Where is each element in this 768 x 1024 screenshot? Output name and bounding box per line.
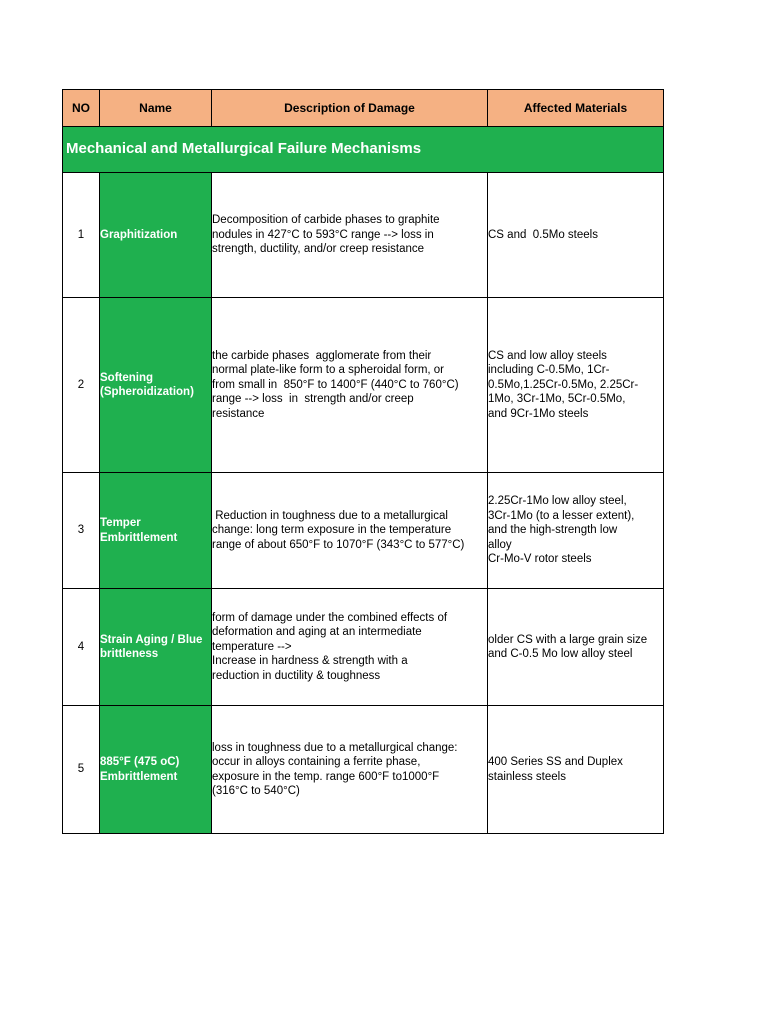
description-line: Reduction in toughness due to a metallurgical bbox=[212, 509, 448, 522]
description-line: strength, ductility, and/or creep resistance bbox=[212, 243, 425, 256]
damage-mechanisms-table bbox=[62, 89, 664, 834]
row-number: 4 bbox=[63, 589, 100, 706]
damage-description bbox=[212, 589, 488, 706]
header-no: NO bbox=[63, 90, 100, 127]
materials-line: and C-0.5 Mo low alloy steel bbox=[488, 648, 633, 660]
row-number: 2 bbox=[63, 298, 100, 473]
mechanism-name-line: Embrittlement bbox=[100, 531, 178, 544]
description-line: the carbide phases agglomerate from their bbox=[212, 349, 432, 362]
damage-description bbox=[212, 706, 488, 834]
mechanism-name-line: (Spheroidization) bbox=[100, 386, 194, 398]
description-line: Increase in hardness & strength with a bbox=[212, 655, 408, 668]
description-line: deformation and aging at an intermediate bbox=[212, 626, 422, 639]
mechanism-name bbox=[100, 589, 212, 706]
materials-line: 400 Series SS and Duplex bbox=[488, 756, 623, 768]
description-line: Decomposition of carbide phases to graphite bbox=[212, 214, 440, 227]
mechanism-name-line: Temper bbox=[100, 517, 141, 529]
description-line: occur in alloys containing a ferrite phase, bbox=[212, 756, 421, 768]
description-line: change: long term exposure in the temperature bbox=[212, 524, 452, 537]
mechanism-name bbox=[100, 298, 212, 473]
materials-line: CS and 0.5Mo steels bbox=[488, 228, 598, 241]
description-line: resistance bbox=[212, 407, 265, 420]
mechanism-name-line: brittleness bbox=[100, 648, 159, 660]
header-name: Name bbox=[100, 90, 212, 127]
table-row bbox=[63, 298, 664, 473]
description-line: normal plate-like form to a spheroidal form, or bbox=[212, 364, 445, 377]
description-line: form of damage under the combined effects of bbox=[212, 611, 448, 624]
damage-description bbox=[212, 473, 488, 589]
mechanism-name bbox=[100, 173, 212, 298]
materials-line: and the high-strength low bbox=[488, 524, 618, 537]
row-number: 5 bbox=[63, 706, 100, 834]
header-row bbox=[63, 90, 664, 127]
materials-line: including C-0.5Mo, 1Cr- bbox=[488, 364, 610, 377]
mechanism-name bbox=[100, 706, 212, 834]
header-description: Description of Damage bbox=[212, 90, 488, 127]
description-line: (316°C to 540°C) bbox=[212, 785, 300, 797]
mechanism-name-line: Graphitization bbox=[100, 228, 178, 241]
description-line: loss in toughness due to a metallurgical change: bbox=[212, 741, 458, 754]
affected-materials bbox=[488, 706, 664, 834]
description-line: temperature --> bbox=[212, 640, 292, 653]
mechanism-name-line: Strain Aging / Blue bbox=[100, 633, 203, 646]
section-row bbox=[63, 127, 664, 173]
materials-line: older CS with a large grain size bbox=[488, 633, 648, 646]
affected-materials bbox=[488, 473, 664, 589]
description-line: from small in 850°F to 1400°F (440°C to 760°C) bbox=[212, 378, 459, 391]
table-row bbox=[63, 706, 664, 834]
materials-line: 0.5Mo,1.25Cr-0.5Mo, 2.25Cr- bbox=[488, 378, 639, 391]
materials-line: alloy bbox=[488, 538, 512, 551]
header-materials: Affected Materials bbox=[488, 90, 664, 127]
materials-line: 1Mo, 3Cr-1Mo, 5Cr-0.5Mo, bbox=[488, 393, 626, 406]
damage-description bbox=[212, 173, 488, 298]
table-row bbox=[63, 173, 664, 298]
description-line: nodules in 427°C to 593°C range --> loss in bbox=[212, 228, 434, 241]
materials-line: 3Cr-1Mo (to a lesser extent), bbox=[488, 509, 635, 522]
table-row bbox=[63, 589, 664, 706]
mechanism-name-line: Embrittlement bbox=[100, 770, 178, 783]
materials-line: Cr-Mo-V rotor steels bbox=[488, 553, 592, 566]
affected-materials bbox=[488, 589, 664, 706]
table-row bbox=[63, 473, 664, 589]
description-line: range of about 650°F to 1070°F (343°C to 577°C) bbox=[212, 538, 465, 551]
row-number: 1 bbox=[63, 173, 100, 298]
mechanism-name bbox=[100, 473, 212, 589]
materials-line: 2.25Cr-1Mo low alloy steel, bbox=[488, 495, 627, 508]
mechanism-name-line: 885°F (475 oC) bbox=[100, 756, 180, 768]
affected-materials bbox=[488, 298, 664, 473]
materials-line: stainless steels bbox=[488, 770, 566, 783]
damage-description bbox=[212, 298, 488, 473]
description-line: reduction in ductility & toughness bbox=[212, 669, 381, 682]
section-title: Mechanical and Metallurgical Failure Mechanisms bbox=[63, 127, 664, 173]
materials-line: CS and low alloy steels bbox=[488, 349, 607, 362]
row-number: 3 bbox=[63, 473, 100, 589]
materials-line: and 9Cr-1Mo steels bbox=[488, 407, 589, 420]
mechanism-name-line: Softening bbox=[100, 371, 154, 384]
description-line: range --> loss in strength and/or creep bbox=[212, 393, 414, 406]
affected-materials bbox=[488, 173, 664, 298]
description-line: exposure in the temp. range 600°F to1000°F bbox=[212, 770, 440, 783]
